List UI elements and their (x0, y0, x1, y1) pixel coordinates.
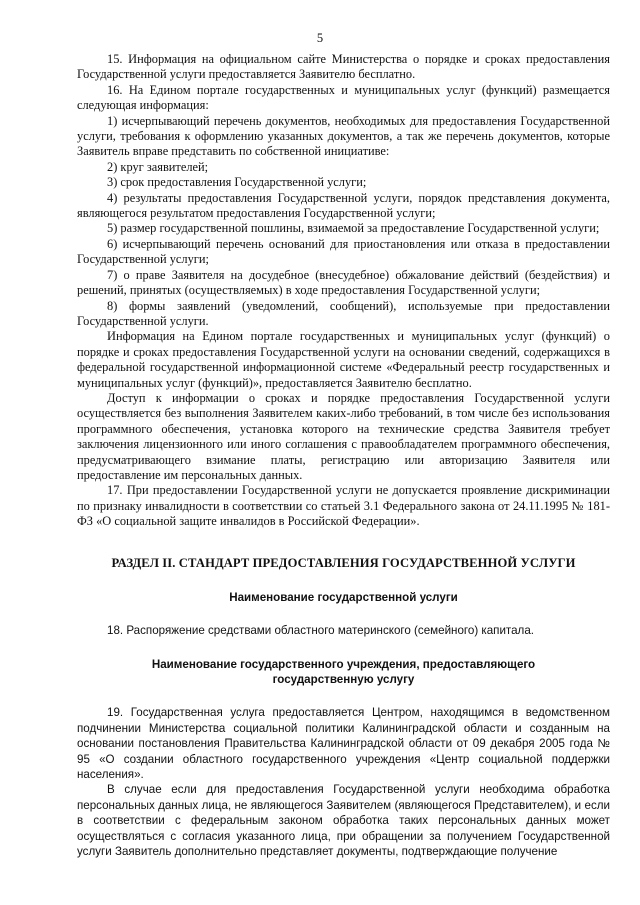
list-item-1: 1) исчерпывающий перечень документов, необходимых для предоставления Государственной услуги, требования к оформлению указанных документов, а так же перечень документов, которые Заявитель вправе представить по собственной инициативе: (77, 113, 610, 159)
paragraph-personal-data: В случае если для предоставления Государственной услуги необходима обработка персональных данных лица, не являющегося Заявителем (являющегося Представителем), и если в соответствии с федеральным законом обработка таких персональных данных может осуществляться с согласия указанного лица, при обращении за получением Государственной услуги Заявитель дополнительно представляет документы, подтверждающие получение (77, 783, 610, 859)
paragraph-16: 16. На Едином портале государственных и муниципальных услуг (функций) размещается следующая информация: (77, 82, 610, 113)
paragraph-portal-info: Информация на Едином портале государственных и муниципальных услуг (функций) о порядке и сроках предоставления Государственной услуги на основании сведений, содержащихся в федеральной государственной информационной системе «Федеральный реестр государственных и муниципальных услуг (функций)», предоставляется Заявителю бесплатно. (77, 329, 610, 390)
list-item-2: 2) круг заявителей; (107, 159, 209, 174)
list-item-7: 7) о праве Заявителя на досудебное (внесудебное) обжалование действий (бездействия) и решений, принятых (осуществляемых) в ходе предоставления Государственной услуги; (77, 267, 610, 298)
paragraph-18: 18. Распоряжение средствами областного материнского (семейного) капитала. (107, 624, 534, 637)
subheading-institution-line-2: государственную услугу (272, 673, 415, 687)
subheading-institution-line-1: Наименование государственного учреждения, предоставляющего (151, 658, 536, 672)
list-item-3: 3) срок предоставления Государственной услуги; (107, 175, 367, 190)
paragraph-19: 19. Государственная услуга предоставляется Центром, находящимся в ведомственном подчинении Министерства социальной политики Калининградской области и созданным на основании постановления Правительства Калининградской области от 09 декабря 2005 года № 95 «О создании областного государственного учреждения «Центр социальной поддержки населения». (77, 706, 610, 782)
page-number: 5 (316, 31, 324, 45)
subheading-institution (77, 657, 610, 687)
section-title: РАЗДЕЛ II. СТАНДАРТ ПРЕДОСТАВЛЕНИЯ ГОСУДАРСТВЕННОЙ УСЛУГИ (111, 555, 576, 570)
paragraph-access-info: Доступ к информации о сроках и порядке предоставления Государственной услуги осуществляется без выполнения Заявителем каких-либо требований, в том числе без использования программного обеспечения, установка которого на технические средства Заявителя требует заключения лицензионного или иного соглашения с правообладателем программного обеспечения, предусматривающего взимание платы, регистрацию или авторизацию Заявителя или предоставление им персональных данных. (77, 390, 610, 482)
document-body (77, 52, 610, 859)
paragraph-17: 17. При предоставлении Государственной услуги не допускается проявление дискриминации по признаку инвалидности в соответствии со статьей 3.1 Федерального закона от 24.11.1995 № 181-ФЗ «О социальной защите инвалидов в Российской Федерации». (77, 483, 610, 529)
paragraph-15: 15. Информация на официальном сайте Министерства о порядке и сроках предоставления Государственной услуги предоставляется Заявителю бесплатно. (77, 52, 610, 82)
list-item-8: 8) формы заявлений (уведомлений, сообщений), используемые при предоставлении Государственной услуги. (77, 298, 610, 328)
list-item-4: 4) результаты предоставления Государственной услуги, порядок представления документа, являющегося результатом предоставления Государственной услуги; (77, 190, 610, 221)
list-item-5: 5) размер государственной пошлины, взимаемой за предоставление Государственной услуги; (107, 221, 600, 236)
subheading-service-name: Наименование государственной услуги (229, 591, 458, 604)
list-item-6: 6) исчерпывающий перечень оснований для приостановления или отказа в предоставлении Государственной услуги; (77, 236, 610, 267)
